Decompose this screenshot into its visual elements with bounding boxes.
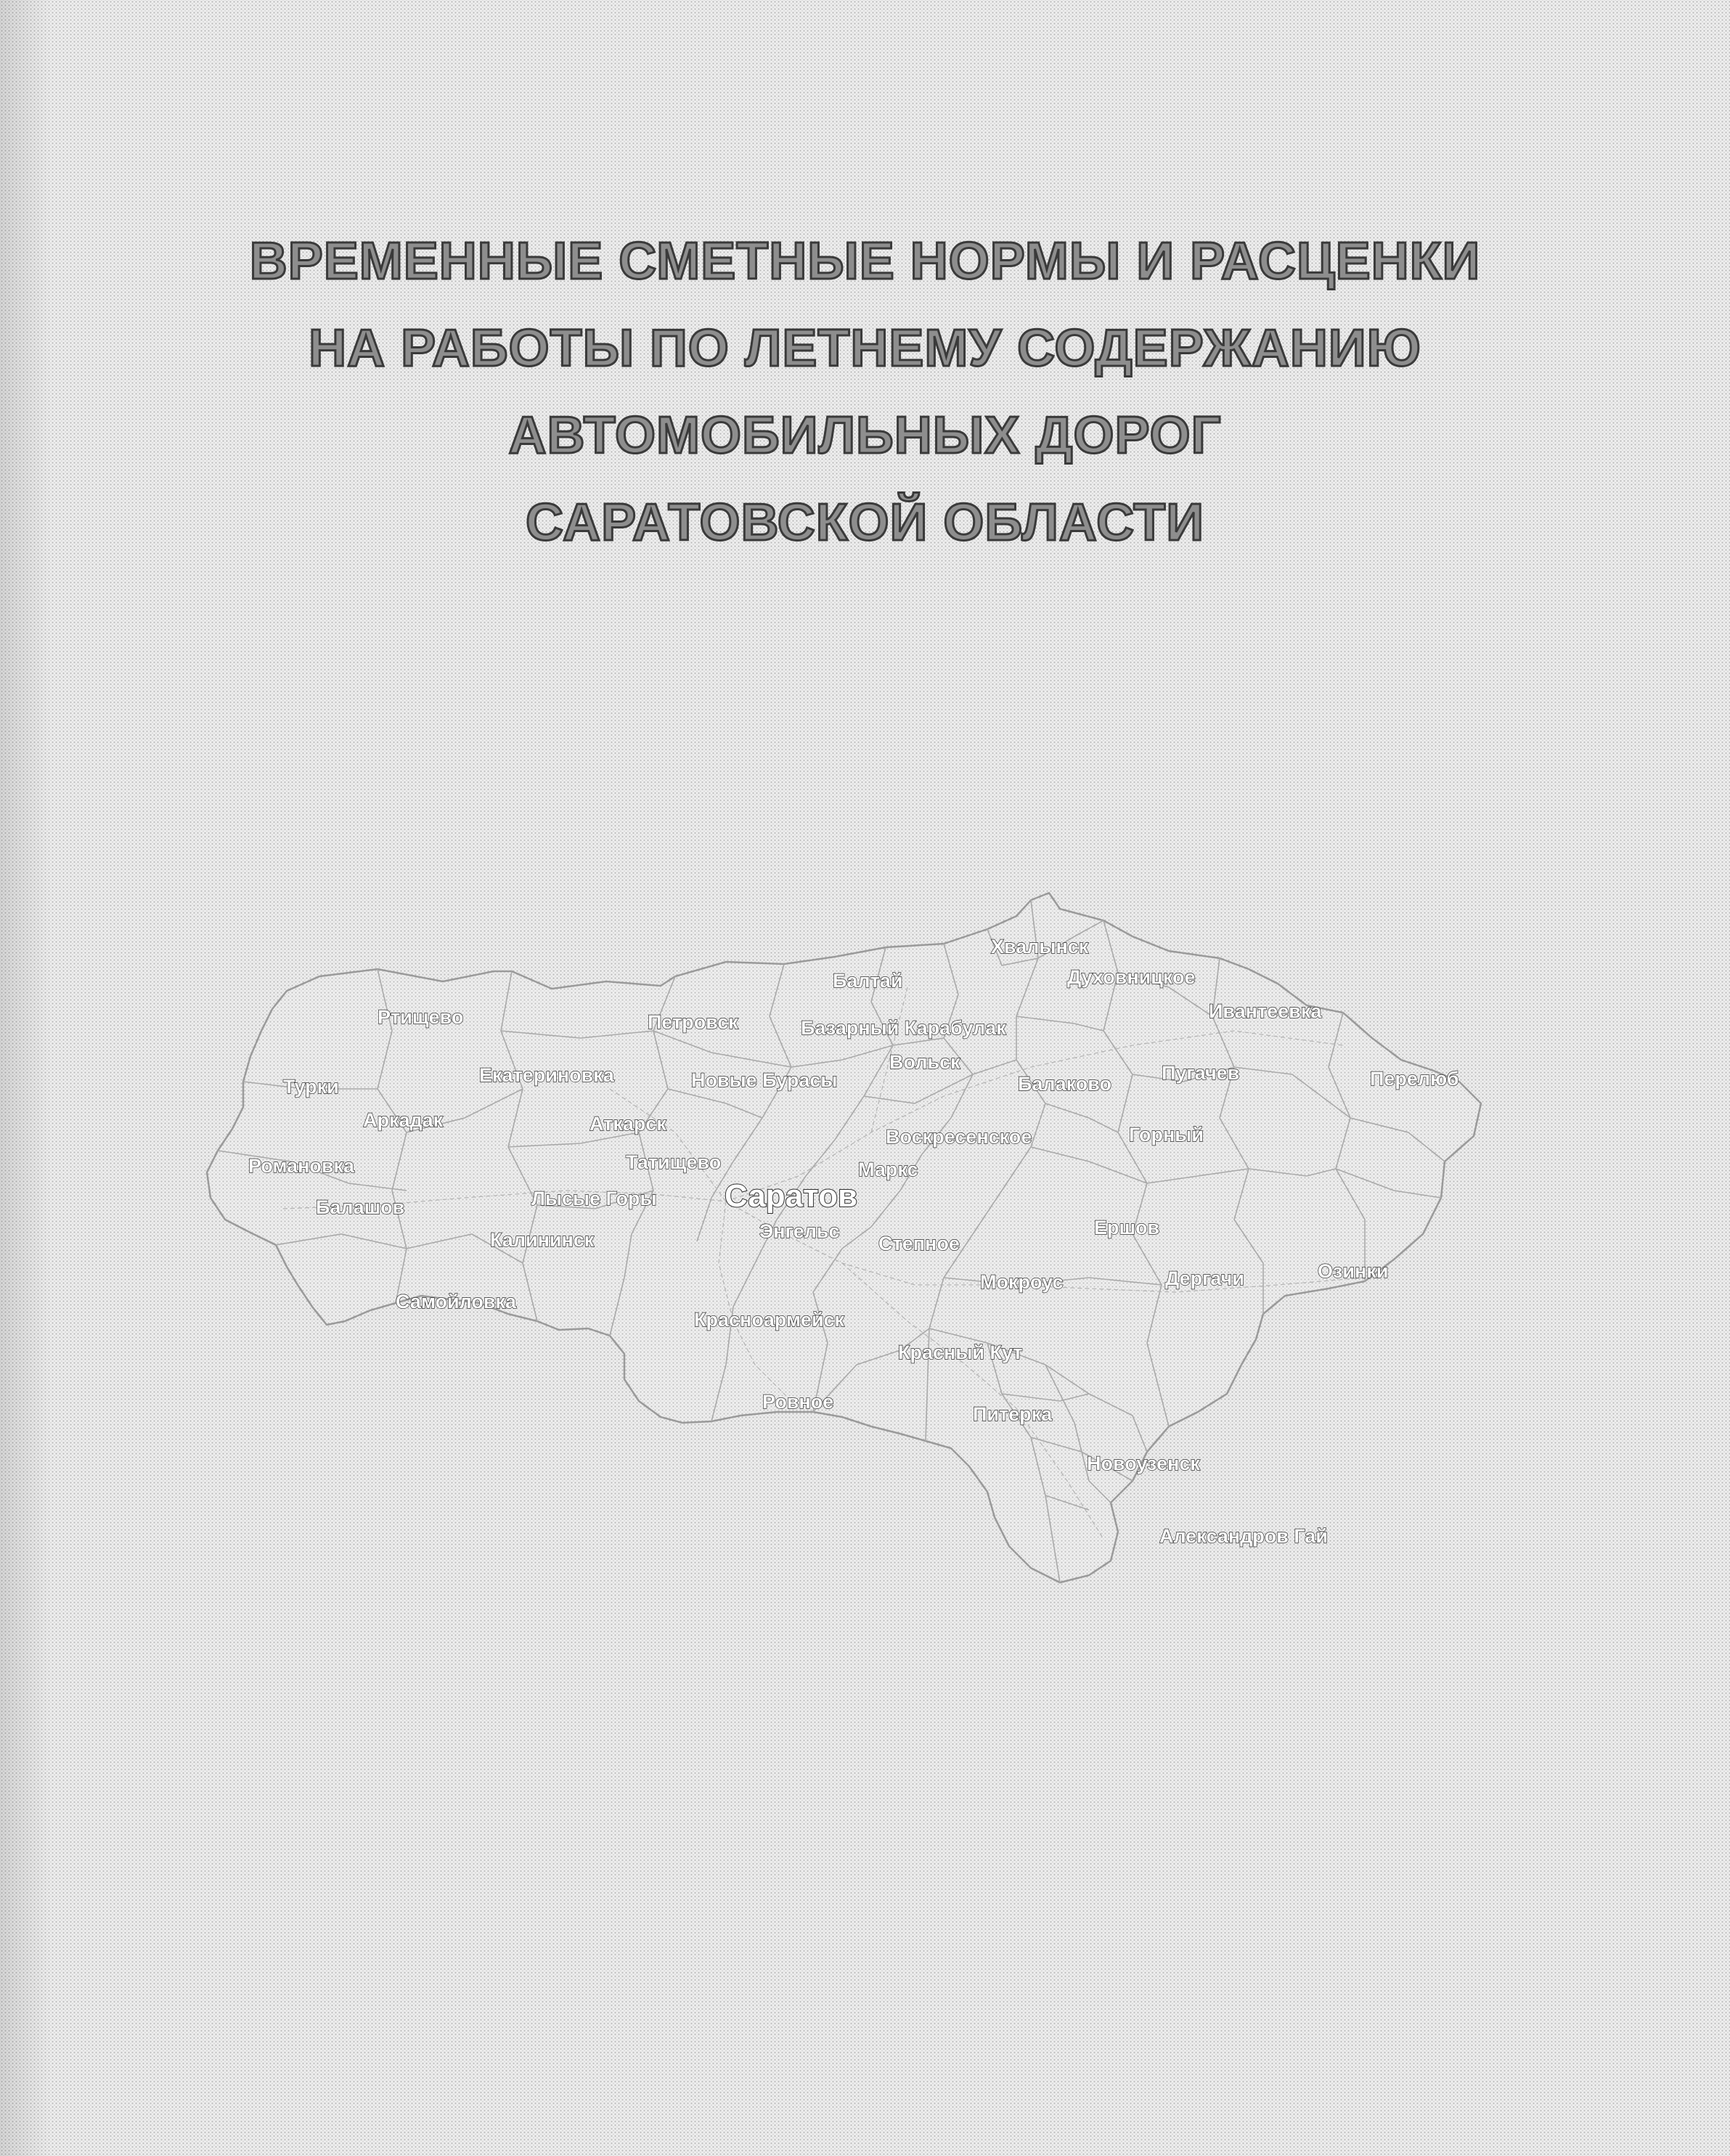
city-label: Ершов (1094, 1217, 1160, 1238)
city-label: Хвалынск (991, 936, 1089, 957)
city-label: Пугачев (1162, 1062, 1240, 1084)
city-label: Петровск (648, 1011, 738, 1033)
city-label: Маркс (858, 1159, 918, 1180)
city-label: Красноармейск (694, 1309, 845, 1331)
city-label: Новые Бурасы (691, 1069, 838, 1091)
city-label: Новоузенск (1087, 1453, 1200, 1474)
city-label: Дергачи (1165, 1267, 1244, 1289)
city-label: Татищево (626, 1151, 722, 1173)
capital-label: Саратов (725, 1178, 858, 1214)
city-label: Александров Гай (1159, 1525, 1328, 1547)
city-label: Балаково (1018, 1073, 1111, 1095)
city-label: Лысые Горы (531, 1188, 657, 1209)
city-label: Ровное (762, 1391, 834, 1413)
title-line-1: ВРЕМЕННЫЕ СМЕТНЫЕ НОРМЫ И РАСЦЕНКИ (249, 232, 1481, 290)
city-label: Горный (1129, 1124, 1204, 1146)
city-label: Степное (878, 1233, 960, 1254)
city-label: Ивантеевка (1209, 1000, 1322, 1022)
city-label: Красный Кут (898, 1342, 1023, 1363)
city-label: Воскресенское (886, 1126, 1032, 1148)
city-label: Базарный Карабулак (801, 1017, 1006, 1039)
city-label: Калининск (490, 1229, 595, 1251)
city-label: Ртищево (378, 1006, 464, 1028)
city-label: Духовницкое (1067, 966, 1196, 988)
city-label: Энгельс (759, 1220, 840, 1242)
city-label: Самойловка (396, 1291, 516, 1312)
region-outline (207, 893, 1481, 1583)
title-line-2: НА РАБОТЫ ПО ЛЕТНЕМУ СОДЕРЖАНИЮ (309, 319, 1421, 377)
title-line-3: АВТОМОБИЛЬНЫХ ДОРОГ (508, 407, 1222, 465)
city-label: Питерка (973, 1403, 1053, 1425)
city-label: Балашов (316, 1196, 405, 1218)
city-label: Перелюб (1370, 1068, 1459, 1090)
city-label: Романовка (248, 1155, 355, 1177)
city-label: Балтай (833, 970, 903, 992)
city-label: Екатериновка (479, 1064, 614, 1086)
city-label: Турки (283, 1076, 339, 1098)
title-line-4: САРАТОВСКОЙ ОБЛАСТИ (525, 494, 1205, 552)
city-label: Озинки (1318, 1260, 1389, 1282)
city-label: Мокроус (980, 1271, 1064, 1293)
city-label: Аткарск (589, 1113, 666, 1135)
city-label: Вольск (889, 1051, 960, 1073)
city-label: Аркадак (363, 1109, 444, 1131)
